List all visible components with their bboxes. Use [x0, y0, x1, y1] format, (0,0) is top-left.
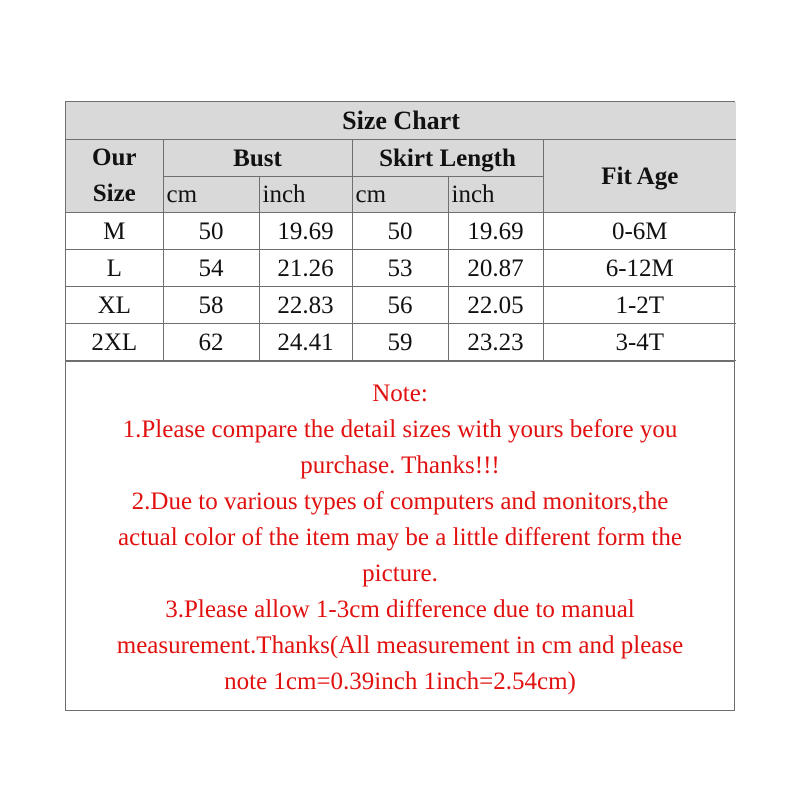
- skirt-inch-cell: 20.87: [448, 250, 543, 287]
- bust-inch-cell: 19.69: [259, 213, 352, 250]
- table-row: [66, 213, 736, 250]
- skirt-cm-cell: 50: [352, 213, 448, 250]
- bust-inch-header: inch: [259, 177, 352, 213]
- skirt-cm-cell: 53: [352, 250, 448, 287]
- table-row: [66, 287, 736, 324]
- bust-header: Bust: [163, 140, 352, 177]
- note-line: measurement.Thanks(All measurement in cm and please: [116, 632, 684, 659]
- fit-age-cell: 1-2T: [543, 287, 736, 324]
- bust-inch-cell: 21.26: [259, 250, 352, 287]
- skirt-length-header: Skirt Length: [352, 140, 543, 177]
- skirt-inch-cell: 19.69: [448, 213, 543, 250]
- size-cell: M: [66, 213, 163, 250]
- size-chart: [65, 101, 735, 711]
- our-size-label-line1: Our: [92, 144, 137, 171]
- skirt-cm-header: cm: [352, 177, 448, 213]
- note-line: purchase. Thanks!!!: [300, 452, 500, 479]
- notes-heading: Note:: [372, 380, 428, 407]
- size-cell: L: [66, 250, 163, 287]
- table-row: [66, 324, 736, 361]
- chart-title: Size Chart: [66, 102, 736, 140]
- skirt-cm-cell: 59: [352, 324, 448, 361]
- our-size-header: [66, 140, 163, 213]
- fit-age-header: Fit Age: [543, 140, 736, 213]
- bust-inch-cell: 24.41: [259, 324, 352, 361]
- skirt-inch-cell: 23.23: [448, 324, 543, 361]
- note-line: 3.Please allow 1-3cm difference due to manual: [165, 596, 635, 623]
- bust-cm-cell: 58: [163, 287, 259, 324]
- fit-age-cell: 6-12M: [543, 250, 736, 287]
- note-line: actual color of the item may be a little different form the: [118, 524, 682, 551]
- notes-section: [66, 361, 734, 710]
- fit-age-cell: 3-4T: [543, 324, 736, 361]
- skirt-inch-header: inch: [448, 177, 543, 213]
- size-table: [66, 102, 736, 361]
- size-cell: XL: [66, 287, 163, 324]
- note-line: 1.Please compare the detail sizes with yours before you: [122, 416, 678, 443]
- table-row: [66, 250, 736, 287]
- our-size-label-line2: Size: [92, 180, 136, 207]
- skirt-inch-cell: 22.05: [448, 287, 543, 324]
- note-line: note 1cm=0.39inch 1inch=2.54cm): [224, 668, 576, 695]
- note-line: picture.: [362, 560, 438, 587]
- skirt-cm-cell: 56: [352, 287, 448, 324]
- note-line: 2.Due to various types of computers and monitors,the: [131, 488, 669, 515]
- bust-cm-cell: 62: [163, 324, 259, 361]
- bust-cm-cell: 54: [163, 250, 259, 287]
- bust-cm-cell: 50: [163, 213, 259, 250]
- bust-cm-header: cm: [163, 177, 259, 213]
- bust-inch-cell: 22.83: [259, 287, 352, 324]
- fit-age-cell: 0-6M: [543, 213, 736, 250]
- size-cell: 2XL: [66, 324, 163, 361]
